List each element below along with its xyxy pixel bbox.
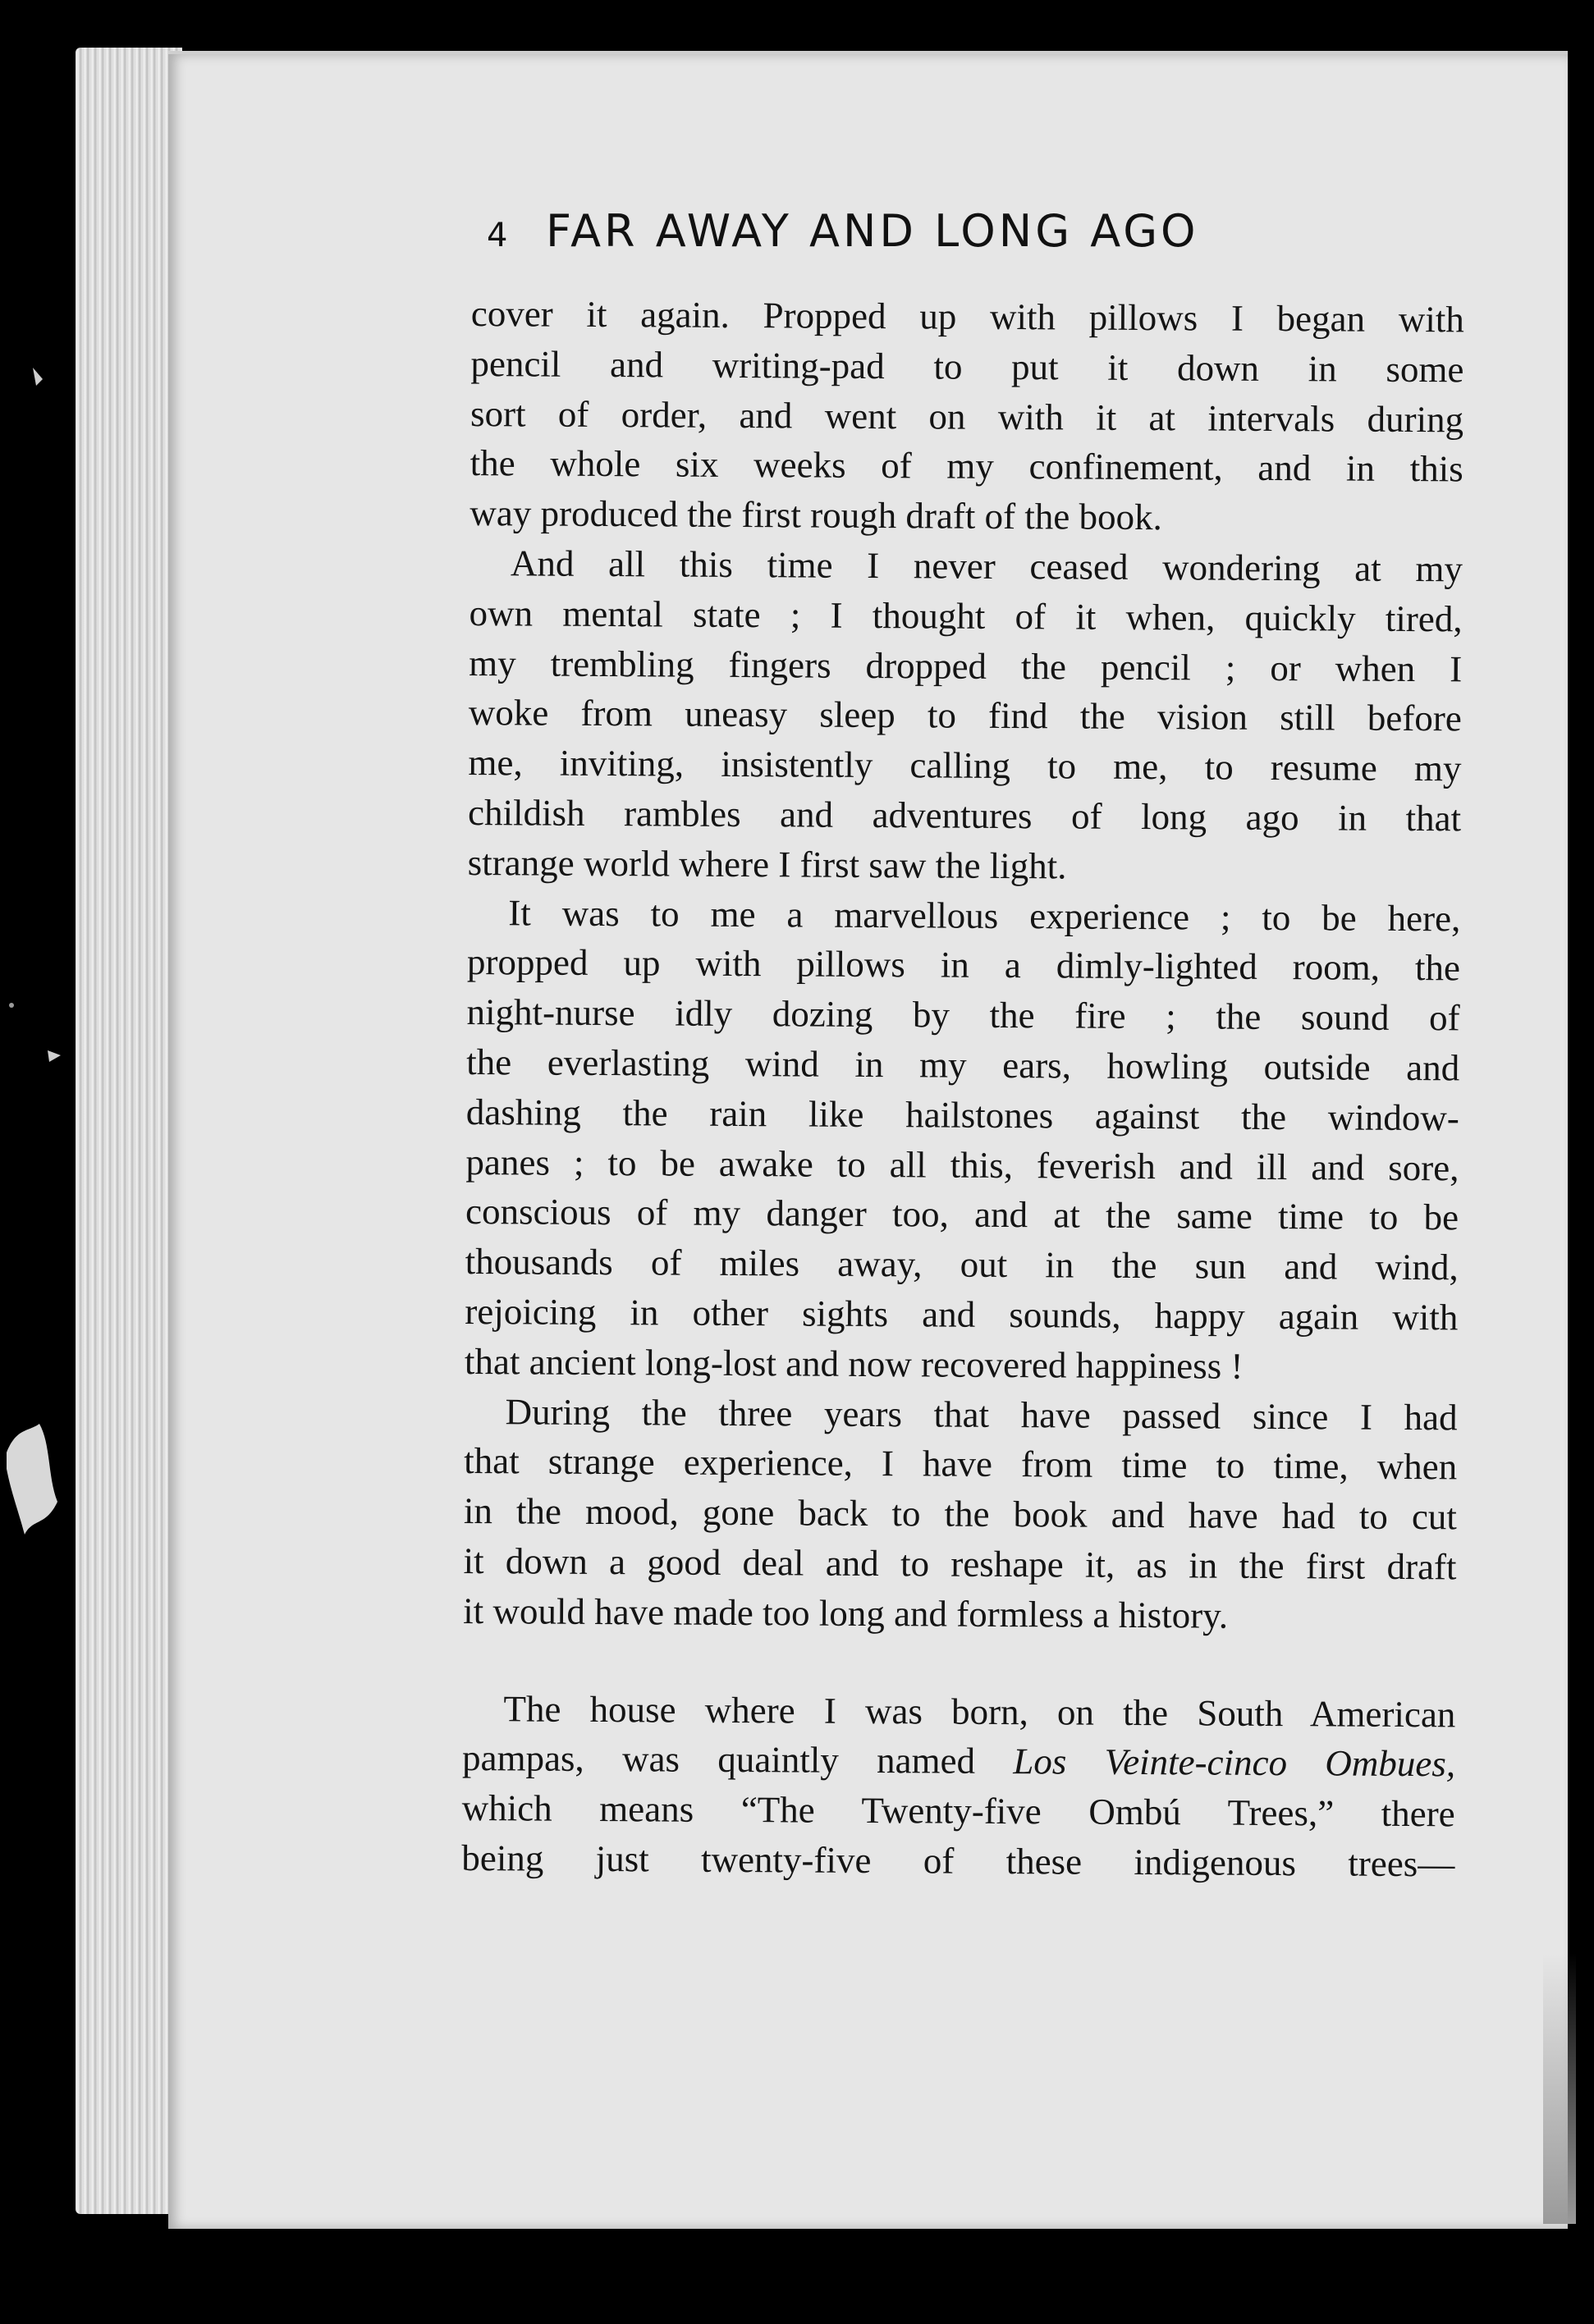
text-line: the whole six weeks of my confinement, and in this <box>469 442 1463 490</box>
text-line: way produced the first rough draft of the book. <box>469 492 1162 538</box>
text-line: During the three years that have passed since I had <box>505 1390 1458 1438</box>
text-line: that ancient long-lost and now recovered happiness ! <box>464 1340 1244 1387</box>
text-line: woke from uneasy sleep to find the vision still before <box>468 692 1462 739</box>
text-line: me, inviting, insistently calling to me, to resume my <box>468 742 1462 789</box>
page-number: 4 <box>487 217 508 254</box>
text-line: my trembling fingers dropped the pencil ; or when I <box>469 642 1463 689</box>
text-line: own mental state ; I thought of it when, quickly tired, <box>469 592 1463 640</box>
text-line: panes ; to be awake to all this, feverish and ill and sore, <box>465 1141 1459 1188</box>
text-line: strange world where I first saw the light. <box>467 841 1067 887</box>
text-line: being just twenty-five of these indigenous trees— <box>461 1837 1455 1885</box>
text-line: rejoicing in other sights and sounds, happy again with <box>465 1290 1459 1338</box>
body-text <box>461 289 1464 1889</box>
text-line: thousands of miles away, out in the sun and wind, <box>465 1241 1459 1288</box>
page-shadow <box>1543 1953 1576 2224</box>
text-line: in the mood, gone back to the book and have had to cut <box>463 1490 1458 1538</box>
text-line: dashing the rain like hailstones against the window- <box>465 1091 1460 1139</box>
page-header <box>487 205 1199 257</box>
text-line: it would have made too long and formless a history. <box>463 1590 1229 1636</box>
paragraph <box>469 289 1464 544</box>
text-line: It was to me a marvellous experience ; to be here, <box>508 891 1461 939</box>
scan-specks <box>0 0 66 2324</box>
text-line: the everlasting wind in my ears, howling outside and <box>466 1041 1460 1089</box>
text-line: sort of order, and went on with it at intervals during <box>469 392 1464 440</box>
text-line: pencil and writing-pad to put it down in some <box>470 342 1464 391</box>
text-line: The house where I was born, on the South American <box>503 1687 1456 1735</box>
text-line-with-italic <box>462 1733 1455 1789</box>
text-line: that strange experience, I have from time to time, when <box>464 1440 1458 1488</box>
running-title: FAR AWAY AND LONG AGO <box>546 205 1199 257</box>
text-line: it down a good deal and to reshape it, as in the first draft <box>463 1539 1457 1588</box>
paragraph <box>463 1387 1458 1642</box>
paragraph <box>468 538 1463 894</box>
text-line: conscious of my danger too, and at the same time to be <box>465 1191 1459 1238</box>
estate-name: Los Veinte-cinco Ombues, <box>1013 1741 1456 1785</box>
text-fragment: pampas, was quaintly named <box>461 1737 976 1782</box>
paragraph <box>461 1683 1455 1889</box>
text-line: cover it again. Propped up with pillows I began with <box>470 292 1464 341</box>
text-line: childish rambles and adventures of long ago in that <box>467 791 1462 839</box>
section-break <box>463 1635 1456 1689</box>
page-edges <box>76 48 182 2214</box>
text-line: And all this time I never ceased wondering at my <box>510 542 1463 590</box>
paragraph <box>465 888 1461 1393</box>
text-line: which means “The Twenty-five Ombú Trees,” there <box>461 1787 1455 1835</box>
text-line: propped up with pillows in a dimly-lighted room, the <box>466 941 1461 989</box>
text-line: night-nurse idly dozing by the fire ; the sound of <box>466 991 1460 1039</box>
